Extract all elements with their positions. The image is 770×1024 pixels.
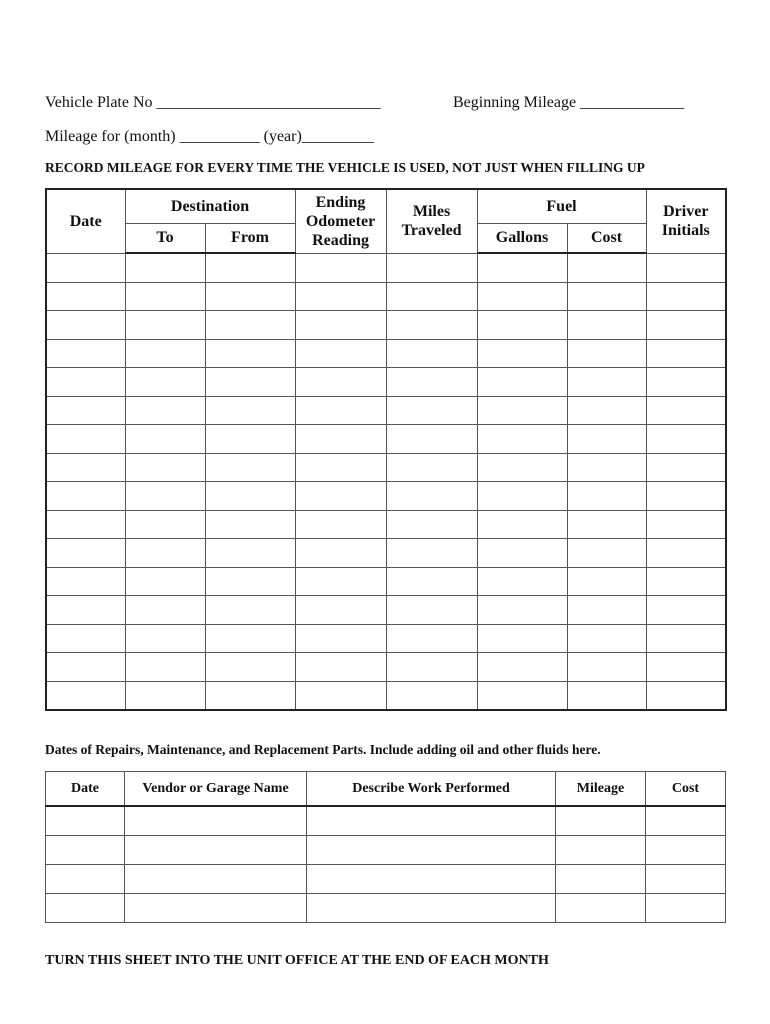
repair-cell[interactable] [646, 865, 726, 894]
log-cell[interactable] [125, 681, 205, 710]
log-cell[interactable] [125, 339, 205, 368]
log-cell[interactable] [386, 596, 477, 625]
log-row [46, 282, 726, 311]
log-cell[interactable] [205, 253, 295, 282]
log-cell[interactable] [646, 539, 726, 568]
log-cell[interactable] [295, 567, 386, 596]
repair-cell[interactable] [125, 836, 307, 865]
log-cell[interactable] [567, 567, 646, 596]
ending-line1: Ending [315, 193, 366, 211]
log-cell[interactable] [205, 482, 295, 511]
log-cell[interactable] [295, 425, 386, 454]
log-cell[interactable] [125, 539, 205, 568]
log-cell[interactable] [46, 653, 125, 682]
repair-cell[interactable] [125, 894, 307, 923]
log-cell[interactable] [386, 339, 477, 368]
log-cell[interactable] [477, 482, 567, 511]
log-row [46, 253, 726, 282]
log-cell[interactable] [567, 253, 646, 282]
repair-cell[interactable] [646, 894, 726, 923]
mileage-for-label: Mileage for (month) __________ (year)_________ [45, 128, 374, 145]
log-row [46, 596, 726, 625]
log-row [46, 624, 726, 653]
log-cell[interactable] [386, 567, 477, 596]
ending-line2: Odometer [305, 212, 376, 230]
log-cell[interactable] [46, 253, 125, 282]
log-cell[interactable] [295, 368, 386, 397]
log-cell[interactable] [295, 253, 386, 282]
log-cell[interactable] [205, 653, 295, 682]
log-cell[interactable] [386, 368, 477, 397]
log-cell[interactable] [646, 567, 726, 596]
log-row [46, 510, 726, 539]
log-cell[interactable] [295, 539, 386, 568]
repair-cell[interactable] [307, 894, 556, 923]
repair-cell[interactable] [307, 865, 556, 894]
log-cell[interactable] [477, 624, 567, 653]
repair-cell[interactable] [46, 836, 125, 865]
log-cell[interactable] [567, 453, 646, 482]
miles-line2: Traveled [401, 222, 462, 240]
log-cell[interactable] [295, 396, 386, 425]
header-to: To [125, 223, 205, 253]
log-cell[interactable] [205, 282, 295, 311]
repair-cell[interactable] [646, 836, 726, 865]
log-cell[interactable] [386, 311, 477, 340]
log-cell[interactable] [646, 339, 726, 368]
header-ending-odometer [295, 189, 386, 253]
log-cell[interactable] [477, 510, 567, 539]
log-cell[interactable] [477, 282, 567, 311]
log-cell[interactable] [646, 624, 726, 653]
log-cell[interactable] [125, 596, 205, 625]
log-cell[interactable] [646, 253, 726, 282]
repair-cell[interactable] [46, 806, 125, 836]
log-cell[interactable] [646, 396, 726, 425]
log-cell[interactable] [646, 282, 726, 311]
log-cell[interactable] [567, 282, 646, 311]
repair-cell[interactable] [46, 894, 125, 923]
log-cell[interactable] [567, 339, 646, 368]
log-cell[interactable] [46, 396, 125, 425]
log-cell[interactable] [477, 453, 567, 482]
vehicle-plate-label: Vehicle Plate No ____________________________ [45, 94, 381, 111]
log-cell[interactable] [386, 510, 477, 539]
log-cell[interactable] [477, 425, 567, 454]
log-cell[interactable] [46, 311, 125, 340]
log-cell[interactable] [125, 311, 205, 340]
instruction-text: RECORD MILEAGE FOR EVERY TIME THE VEHICLE IS USED, NOT JUST WHEN FILLING UP [45, 160, 645, 175]
log-cell[interactable] [567, 425, 646, 454]
log-cell[interactable] [386, 253, 477, 282]
header-driver-initials [646, 189, 726, 253]
repair-cell[interactable] [307, 836, 556, 865]
log-row [46, 453, 726, 482]
log-cell[interactable] [46, 596, 125, 625]
log-cell[interactable] [125, 653, 205, 682]
log-cell[interactable] [205, 339, 295, 368]
log-cell[interactable] [386, 681, 477, 710]
log-cell[interactable] [125, 396, 205, 425]
header-miles-traveled [386, 189, 477, 253]
log-row [46, 653, 726, 682]
log-cell[interactable] [295, 339, 386, 368]
log-cell[interactable] [646, 510, 726, 539]
log-cell[interactable] [125, 453, 205, 482]
log-cell[interactable] [386, 482, 477, 511]
log-cell[interactable] [567, 596, 646, 625]
log-cell[interactable] [46, 624, 125, 653]
log-cell[interactable] [386, 539, 477, 568]
repair-cell[interactable] [125, 806, 307, 836]
log-cell[interactable] [567, 396, 646, 425]
log-cell[interactable] [646, 596, 726, 625]
log-cell[interactable] [646, 453, 726, 482]
repair-header-date: Date [46, 772, 125, 807]
repair-cell[interactable] [646, 806, 726, 836]
log-cell[interactable] [477, 681, 567, 710]
log-cell[interactable] [205, 510, 295, 539]
log-cell[interactable] [46, 482, 125, 511]
log-cell[interactable] [46, 453, 125, 482]
log-cell[interactable] [567, 624, 646, 653]
log-cell[interactable] [646, 425, 726, 454]
repair-cell[interactable] [556, 865, 646, 894]
log-cell[interactable] [125, 368, 205, 397]
log-cell[interactable] [125, 253, 205, 282]
log-cell[interactable] [46, 567, 125, 596]
log-cell[interactable] [125, 624, 205, 653]
log-cell[interactable] [295, 453, 386, 482]
log-row [46, 567, 726, 596]
repair-header-work: Describe Work Performed [307, 772, 556, 807]
log-cell[interactable] [295, 681, 386, 710]
header-destination: Destination [125, 189, 295, 223]
log-cell[interactable] [46, 510, 125, 539]
log-cell[interactable] [46, 282, 125, 311]
log-cell[interactable] [567, 510, 646, 539]
log-cell[interactable] [477, 339, 567, 368]
repair-cell[interactable] [556, 836, 646, 865]
miles-line1: Miles [412, 203, 451, 221]
log-cell[interactable] [205, 368, 295, 397]
log-cell[interactable] [477, 396, 567, 425]
log-cell[interactable] [205, 596, 295, 625]
log-cell[interactable] [477, 539, 567, 568]
repair-row [46, 894, 726, 923]
ending-line3: Reading [312, 231, 369, 249]
header-from: From [205, 223, 295, 253]
log-cell[interactable] [386, 624, 477, 653]
log-cell[interactable] [567, 311, 646, 340]
log-cell[interactable] [295, 653, 386, 682]
log-cell[interactable] [567, 539, 646, 568]
repair-cell[interactable] [307, 806, 556, 836]
log-cell[interactable] [46, 368, 125, 397]
log-row [46, 339, 726, 368]
log-cell[interactable] [125, 510, 205, 539]
log-cell[interactable] [205, 567, 295, 596]
log-cell[interactable] [386, 453, 477, 482]
log-cell[interactable] [46, 539, 125, 568]
repair-cell[interactable] [556, 806, 646, 836]
header-fuel-cost: Cost [567, 223, 646, 253]
log-cell[interactable] [567, 653, 646, 682]
repair-row [46, 865, 726, 894]
log-cell[interactable] [386, 396, 477, 425]
mileage-log-table [45, 188, 727, 711]
footer-note: TURN THIS SHEET INTO THE UNIT OFFICE AT THE END OF EACH MONTH [45, 953, 549, 968]
log-cell[interactable] [567, 482, 646, 511]
log-cell[interactable] [646, 311, 726, 340]
log-row [46, 396, 726, 425]
log-cell[interactable] [205, 311, 295, 340]
driver-line1: Driver [663, 203, 709, 221]
log-cell[interactable] [646, 482, 726, 511]
log-cell[interactable] [125, 425, 205, 454]
log-cell[interactable] [646, 681, 726, 710]
log-cell[interactable] [295, 510, 386, 539]
log-cell[interactable] [646, 368, 726, 397]
header-fuel: Fuel [477, 189, 646, 223]
log-cell[interactable] [386, 282, 477, 311]
log-cell[interactable] [477, 596, 567, 625]
log-cell[interactable] [46, 425, 125, 454]
log-row [46, 368, 726, 397]
log-cell[interactable] [46, 339, 125, 368]
log-cell[interactable] [386, 653, 477, 682]
log-cell[interactable] [295, 482, 386, 511]
log-cell[interactable] [477, 311, 567, 340]
log-cell[interactable] [295, 596, 386, 625]
log-row [46, 681, 726, 710]
log-row [46, 539, 726, 568]
log-cell[interactable] [567, 368, 646, 397]
repair-cell[interactable] [556, 894, 646, 923]
header-gallons: Gallons [477, 223, 567, 253]
log-cell[interactable] [46, 681, 125, 710]
log-cell[interactable] [205, 425, 295, 454]
repair-header-mileage: Mileage [556, 772, 646, 807]
log-cell[interactable] [205, 624, 295, 653]
log-cell[interactable] [205, 539, 295, 568]
log-row [46, 482, 726, 511]
log-cell[interactable] [295, 282, 386, 311]
log-cell[interactable] [477, 368, 567, 397]
log-cell[interactable] [205, 453, 295, 482]
repair-row [46, 836, 726, 865]
repair-header-vendor: Vendor or Garage Name [125, 772, 307, 807]
log-cell[interactable] [205, 681, 295, 710]
repairs-heading: Dates of Repairs, Maintenance, and Replacement Parts. Include adding oil and other fluids here. [45, 742, 601, 757]
log-cell[interactable] [125, 567, 205, 596]
log-cell[interactable] [295, 624, 386, 653]
log-cell[interactable] [646, 653, 726, 682]
driver-line2: Initials [661, 222, 710, 240]
log-cell[interactable] [295, 311, 386, 340]
log-cell[interactable] [386, 425, 477, 454]
beginning-mileage-label: Beginning Mileage _____________ [453, 94, 685, 111]
repair-row [46, 806, 726, 836]
log-cell[interactable] [477, 653, 567, 682]
repairs-table [45, 771, 726, 923]
repair-cell[interactable] [125, 865, 307, 894]
log-row [46, 425, 726, 454]
log-cell[interactable] [125, 282, 205, 311]
log-row [46, 311, 726, 340]
header-date: Date [46, 189, 125, 253]
log-cell[interactable] [567, 681, 646, 710]
repair-cell[interactable] [46, 865, 125, 894]
log-cell[interactable] [125, 482, 205, 511]
log-cell[interactable] [477, 253, 567, 282]
log-cell[interactable] [205, 396, 295, 425]
repair-header-cost: Cost [646, 772, 726, 807]
log-cell[interactable] [477, 567, 567, 596]
